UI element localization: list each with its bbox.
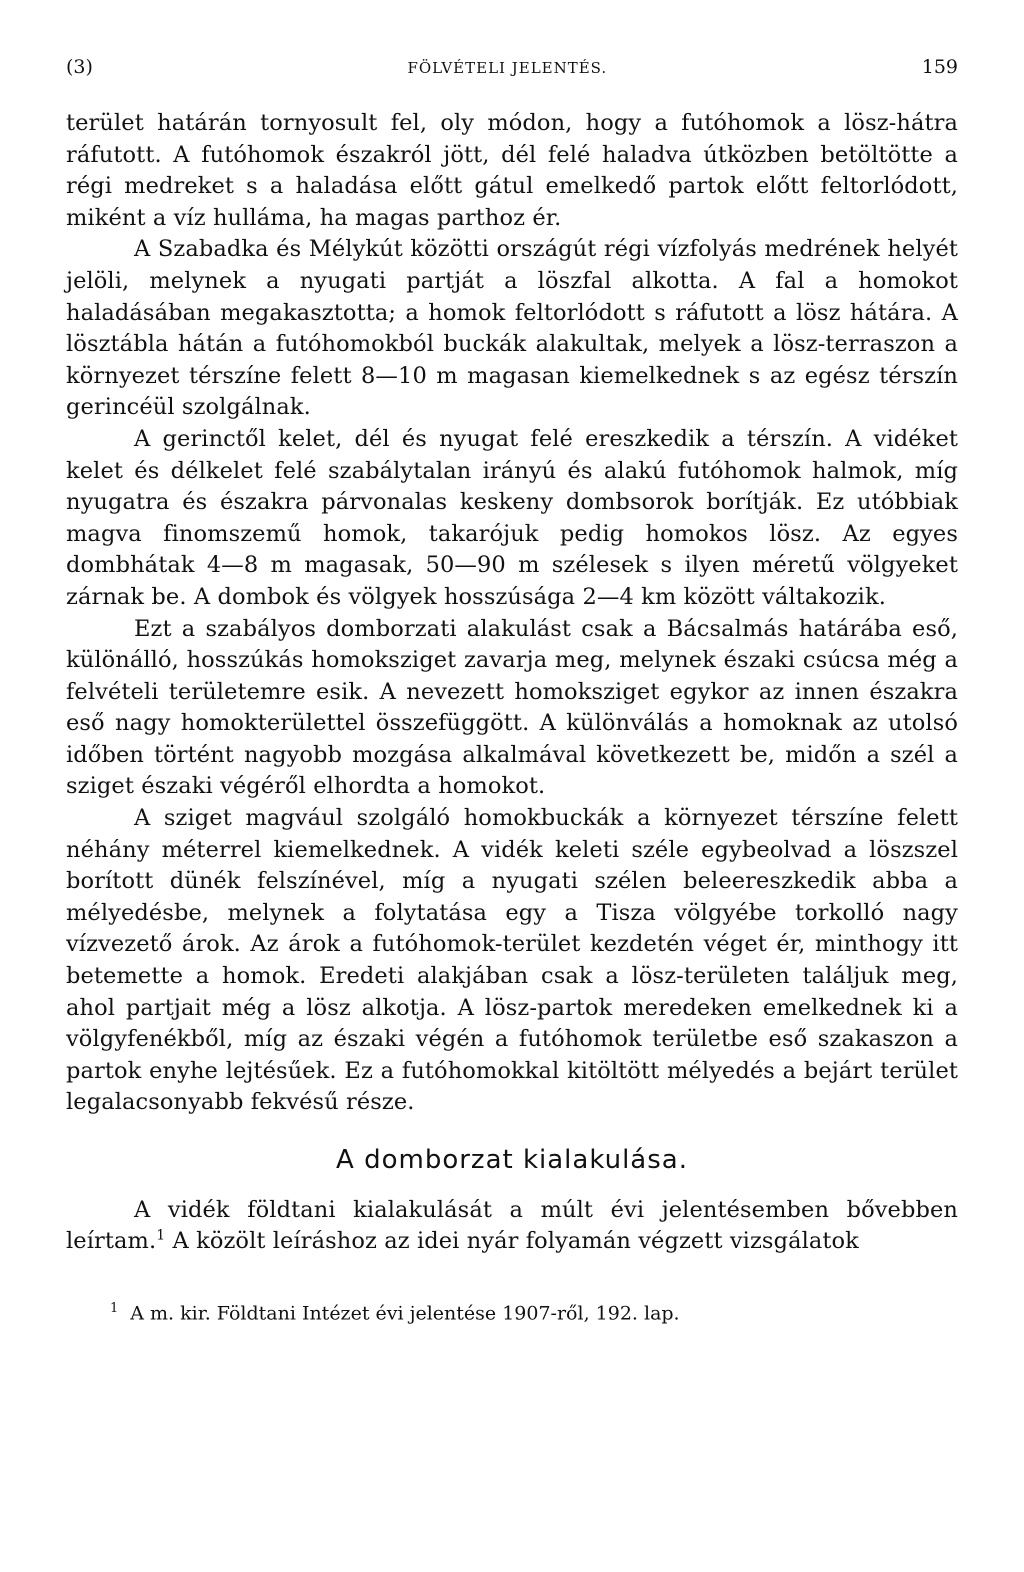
footnote-reference: 1 <box>156 1227 166 1244</box>
document-page <box>66 56 958 1326</box>
paragraph <box>66 1195 958 1258</box>
chapter-number: (3) <box>66 56 93 78</box>
running-header <box>66 56 958 86</box>
paragraph: A Szabadka és Mélykút közötti országút régi vízfolyás medrének helyét jelöli, melynek a nyugati partját a löszfal alkotta. A fal a homokot haladásában megakasztotta; a homok feltorlódott s ráfutott a lösz hátára. A lösztábla hátán a futóhomokból buckák alakultak, melyek a lösz-terraszon a környezet térszíne felett 8—10 m magasan kiemelkednek s az egész térszín gerincéül szolgálnak. <box>66 236 958 421</box>
paragraph-text: A közölt leíráshoz az idei nyár folyamán végzett vizsgálatok <box>165 1228 859 1255</box>
paragraph: Ezt a szabályos domborzati alakulást csak a Bácsalmás határába eső, különálló, hosszúkás homoksziget zavarja meg, melynek északi csúcsa még a felvételi területemre esik. A nevezett homoksziget egykor az innen északra eső nagy homokterülettel összefüggött. A különválás a homoknak az utolsó időben történt nagyobb mozgása alkalmával következett be, midőn a szél a sziget északi végéről elhordta a homokot. <box>66 615 958 800</box>
section-heading: A domborzat kialakulása. <box>336 1145 688 1175</box>
paragraph: A sziget magvául szolgáló homokbuckák a környezet térszíne felett néhány méterrel kiemelkednek. A vidék keleti széle egybeolvad a löszszel borított dünék felszínével, míg a nyugati szélen beleereszkedik abba a mélyedésbe, melynek a folytatása egy a Tisza völgyébe torkolló nagy vízvezető árok. Az árok a futóhomok-terület kezdetén véget ér, minthogy itt betemette a homok. Eredeti alakjában csak a lösz-területen találjuk meg, ahol partjait még a lösz alkotja. A lösz-partok meredeken emelkednek ki a völgyfenékből, míg az északi végén a futóhomok területbe eső szakaszon a partok enyhe lejtésűek. Ez a futóhomokkal kitöltött mélyedés a bejárt terület legalacsonyabb fekvésű része. <box>66 805 958 1116</box>
paragraph: A gerinctől kelet, dél és nyugat felé ereszkedik a térszín. A vidéket kelet és délkelet felé szabálytalan irányú és alakú futóhomok halmok, míg nyugatra és északra párvonalas keskeny dombsorok borítják. Ez utóbbiak magva finomszemű homok, takarójuk pedig homokos lösz. Az egyes dombhátak 4—8 m magasak, 50—90 m szélesek s ilyen méretű völgyeket zárnak be. A dombok és völgyek hosszúsága 2—4 km között váltakozik. <box>66 425 958 610</box>
paragraph-text: A vidék földtani kialakulását a múlt évi jelentésemben bővebben leírtam. <box>66 1196 958 1255</box>
footnote-mark: 1 <box>110 1300 119 1316</box>
footnote <box>66 1296 958 1326</box>
paragraph: terület határán tornyosult fel, oly módon, hogy a futóhomok a lösz-hátra ráfutott. A futóhomok északról jött, dél felé haladva útközben betöltötte a régi medreket s a haladása előtt gátul emelkedő partok előtt feltorlódott, miként a víz hulláma, ha magas parthoz ér. <box>66 110 958 231</box>
footnote-text: A m. kir. Földtani Intézet évi jelentése 1907-ről, 192. lap. <box>130 1302 680 1325</box>
page-number: 159 <box>921 56 958 78</box>
running-title: FÖLVÉTELI JELENTÉS. <box>407 59 608 77</box>
body-text <box>66 108 958 1258</box>
